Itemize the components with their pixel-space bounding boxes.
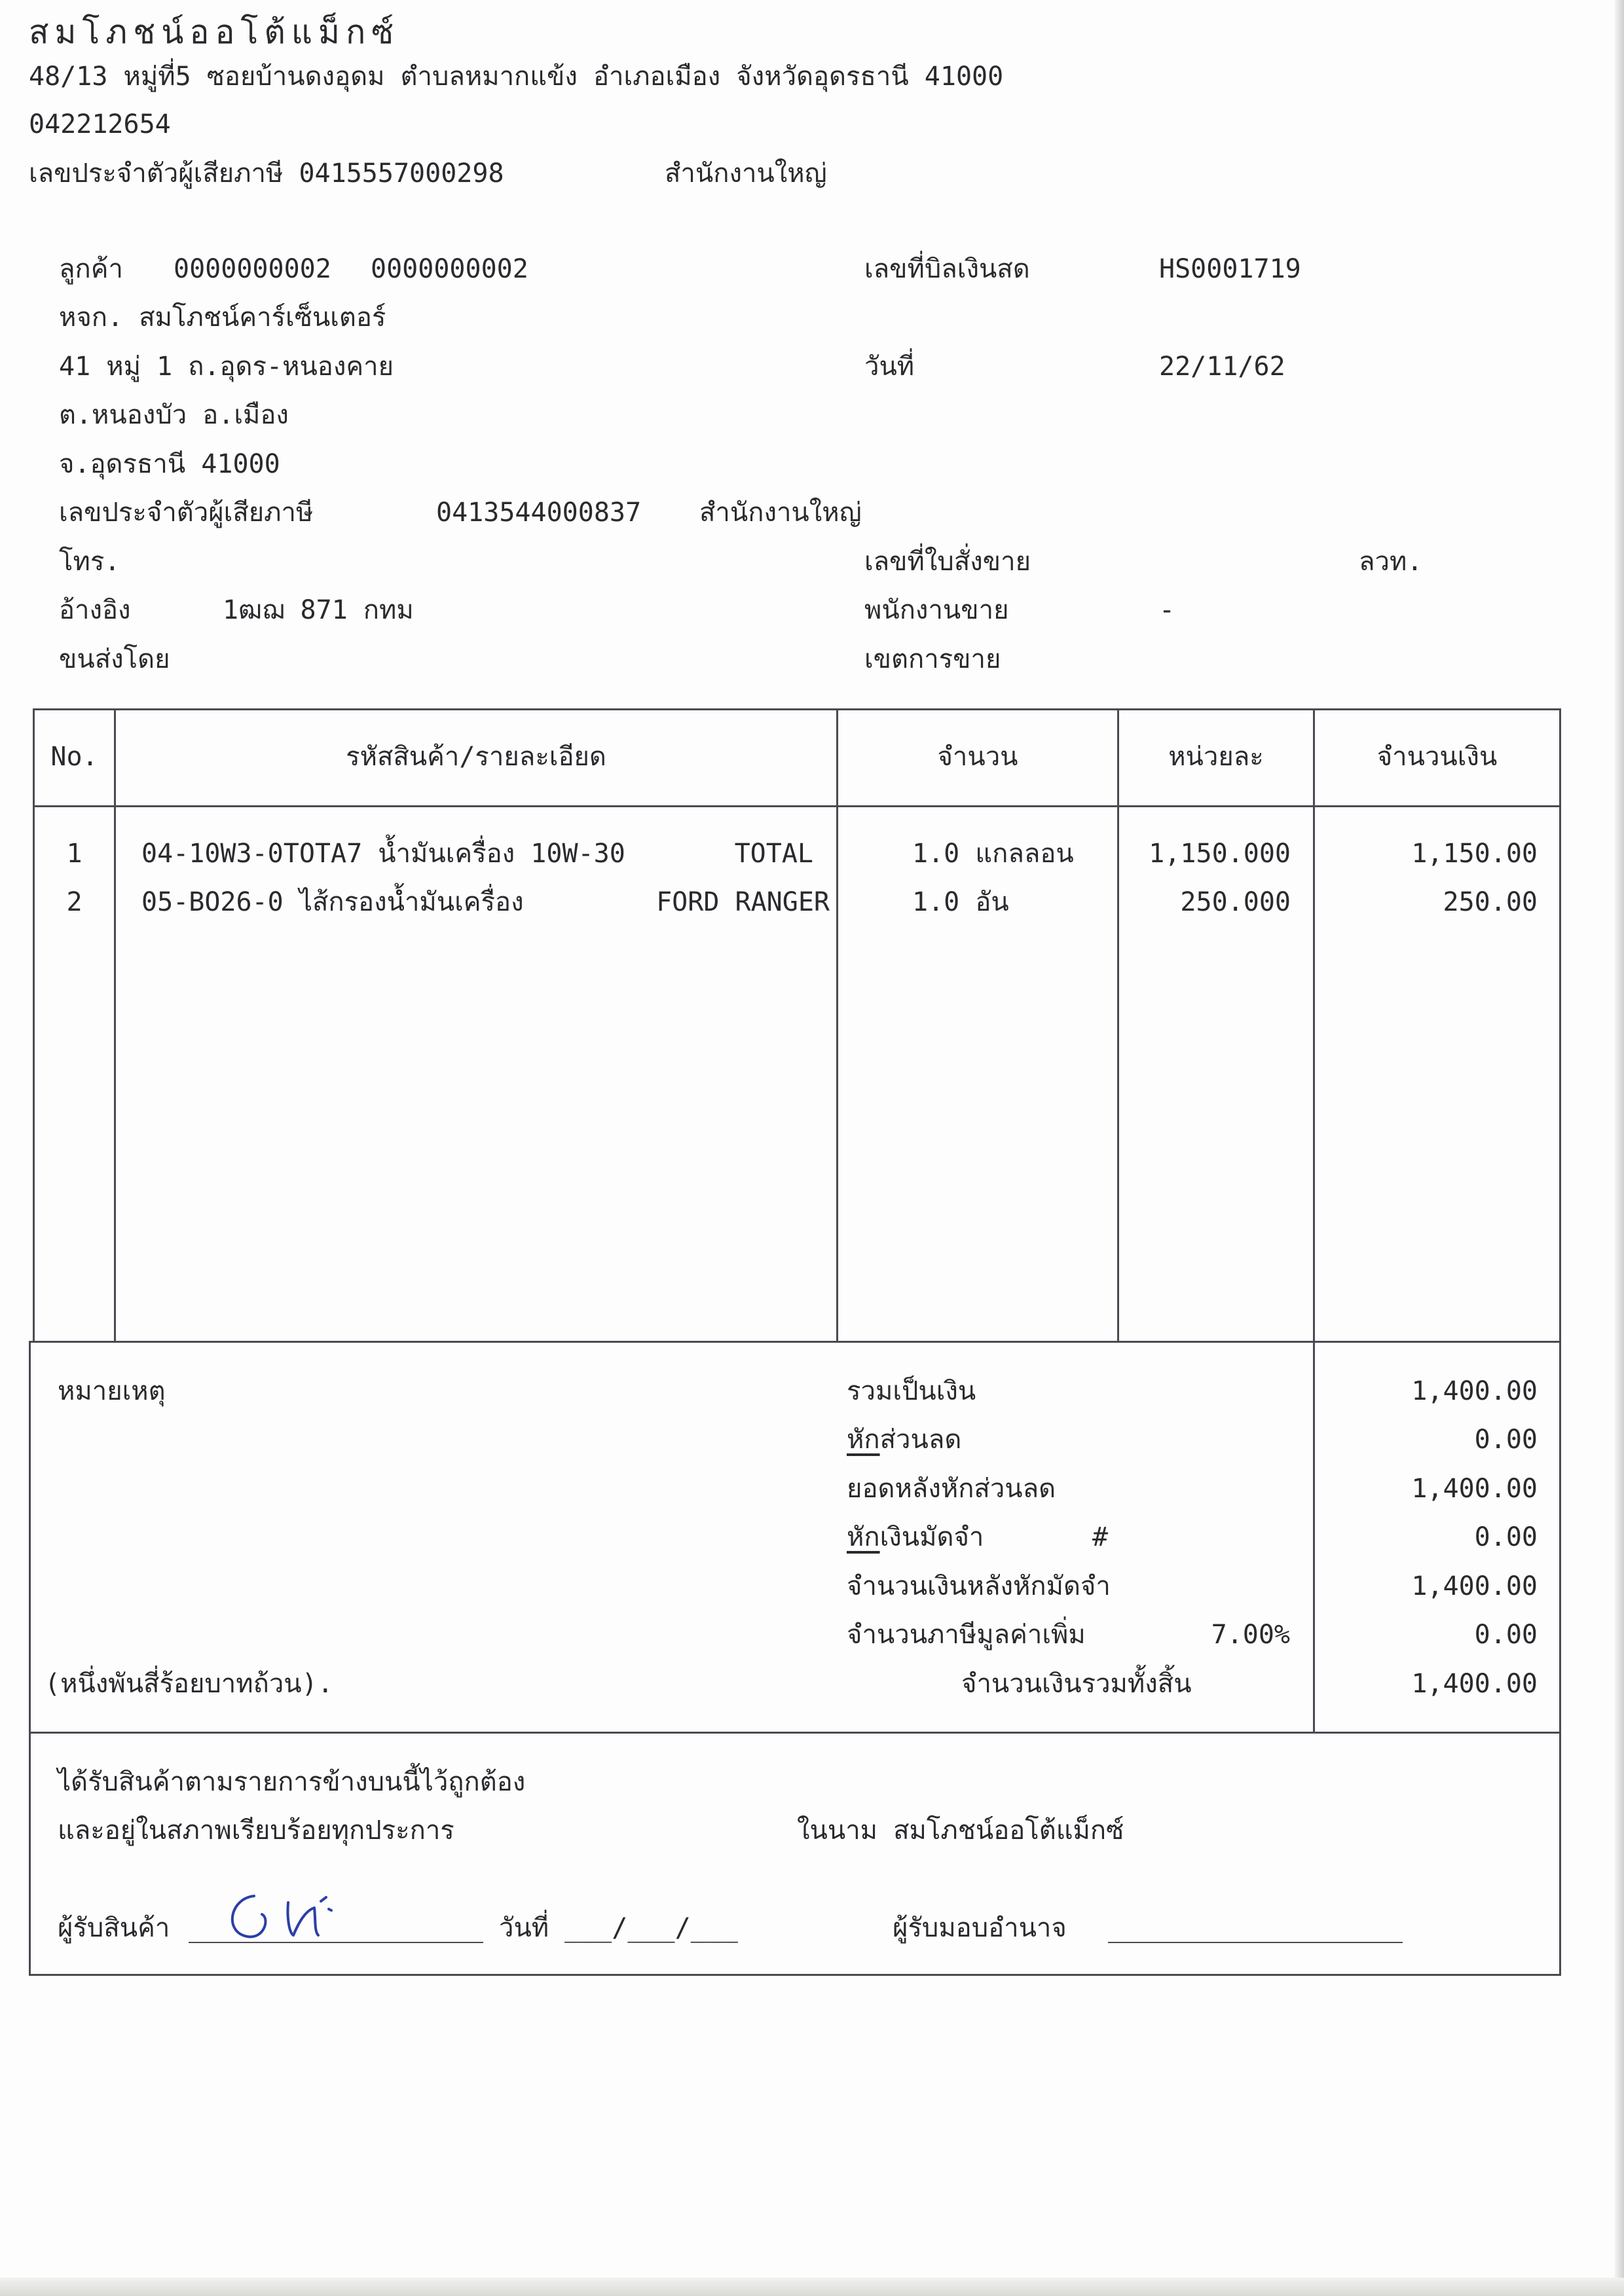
header-quantity: จำนวน <box>937 742 1018 772</box>
grand-total-label: จำนวนเงินรวมทั้งสิ้น <box>961 1669 1192 1699</box>
company-address: 48/13 หมู่ที่5 ซอยบ้านดงอุดม ตำบลหมากแข้ง อำเภอเมือง จังหวัดอุดรธานี 41000 <box>29 62 1004 92</box>
receiver-date-label: วันที่ <box>499 1913 549 1943</box>
sales-order-value: ลวท. <box>1359 547 1423 577</box>
receiver-label: ผู้รับสินค้า <box>58 1913 170 1943</box>
reference-label: อ้างอิง <box>59 595 131 625</box>
customer-name: หจก. สมโภชน์คาร์เซ็นเตอร์ <box>59 302 386 333</box>
on-behalf-of: ในนาม สมโภชน์ออโต้แม็กซ์ <box>797 1815 1124 1846</box>
row-quantity: 1.0 แกลลอน <box>912 839 1074 869</box>
row-item-brand: TOTAL <box>734 839 813 869</box>
row-number: 1 <box>66 839 83 869</box>
after-deposit-label: จำนวนเงินหลังหักมัดจำ <box>847 1571 1111 1601</box>
after-discount-label: ยอดหลังหักส่วนลด <box>847 1474 1056 1504</box>
row-amount: 250.00 <box>1443 887 1538 917</box>
receiver-signature <box>216 1872 386 1951</box>
after-discount-value: 1,400.00 <box>1411 1474 1538 1504</box>
row-amount: 1,150.00 <box>1411 839 1538 869</box>
customer-tax-id: 0413544000837 <box>436 498 642 528</box>
sales-order-label: เลขที่ใบสั่งขาย <box>864 547 1031 577</box>
discount-value: 0.00 <box>1474 1425 1538 1455</box>
row-item-brand: FORD RANGER <box>656 887 830 917</box>
scan-bottom-shadow <box>0 2278 1624 2296</box>
subtotal-label: รวมเป็นเงิน <box>847 1376 976 1406</box>
company-branch: สำนักงานใหญ่ <box>665 158 827 189</box>
customer-tax-branch: สำนักงานใหญ่ <box>699 498 862 528</box>
header-no: No. <box>50 742 98 772</box>
vat-label: จำนวนภาษีมูลค่าเพิ่ม <box>847 1620 1086 1650</box>
scan-edge-shadow <box>1615 0 1624 2296</box>
vat-value: 0.00 <box>1474 1620 1538 1650</box>
row-quantity: 1.0 อัน <box>912 887 1009 917</box>
company-name: สมโภชน์ออโต้แม็กซ์ <box>29 13 400 51</box>
vat-rate: 7.00% <box>1211 1620 1290 1650</box>
customer-address-2: ต.หนองบัว อ.เมือง <box>59 400 289 430</box>
sales-area-label: เขตการขาย <box>864 644 1001 674</box>
deposit-value: 0.00 <box>1474 1522 1538 1552</box>
shipping-label: ขนส่งโดย <box>59 644 170 674</box>
reference-value: 1ฒฌ 871 กทม <box>223 595 414 625</box>
customer-label: ลูกค้า <box>59 254 123 284</box>
header-description: รหัสสินค้า/รายละเอียด <box>346 742 606 772</box>
salesperson-label: พนักงานขาย <box>864 595 1009 625</box>
customer-address-3: จ.อุดรธานี 41000 <box>59 449 280 479</box>
grand-total-value: 1,400.00 <box>1411 1669 1538 1699</box>
amount-in-words: (หนึ่งพันสี่ร้อยบาทถ้วน). <box>45 1669 333 1699</box>
remark-label: หมายเหตุ <box>58 1376 166 1406</box>
row-unit-price: 1,150.000 <box>1149 839 1291 869</box>
deposit-label <box>847 1521 984 1554</box>
deposit-hash: # <box>1092 1522 1109 1552</box>
receipt-confirmation-1: ได้รับสินค้าตามรายการข้างบนนี้ไว้ถูกต้อง <box>58 1767 526 1797</box>
customer-code-1: 0000000002 <box>174 254 331 284</box>
receiver-date-blank: ___/___/___ <box>564 1913 738 1943</box>
after-deposit-value: 1,400.00 <box>1411 1571 1538 1601</box>
salesperson-value: - <box>1159 595 1175 625</box>
customer-code-2: 0000000002 <box>371 254 528 284</box>
invoice-number-label: เลขที่บิลเงินสด <box>864 254 1030 284</box>
authorized-label: ผู้รับมอบอำนาจ <box>893 1913 1067 1943</box>
invoice-date-label: วันที่ <box>864 352 915 382</box>
customer-address-1: 41 หมู่ 1 ถ.อุดร-หนองคาย <box>59 352 394 382</box>
company-phone: 042212654 <box>29 109 171 139</box>
deposit-text: เงินมัดจำ <box>879 1522 984 1552</box>
header-amount: จำนวนเงิน <box>1376 742 1498 772</box>
row-number: 2 <box>66 887 83 917</box>
row-unit-price: 250.000 <box>1180 887 1291 917</box>
discount-prefix: หัก <box>847 1425 880 1455</box>
header-unit-price: หน่วยละ <box>1168 742 1264 772</box>
subtotal-value: 1,400.00 <box>1411 1376 1538 1406</box>
company-tax-id: เลขประจำตัวผู้เสียภาษี 0415557000298 <box>29 158 504 189</box>
row-item-code: 05-BO26-0 ไส้กรองน้ำมันเครื่อง <box>141 887 524 917</box>
customer-tax-label: เลขประจำตัวผู้เสียภาษี <box>59 498 314 528</box>
customer-phone-label: โทร. <box>59 547 120 577</box>
discount-label <box>847 1423 961 1456</box>
discount-text: ส่วนลด <box>879 1425 962 1455</box>
receipt-confirmation-2: และอยู่ในสภาพเรียบร้อยทุกประการ <box>58 1815 454 1846</box>
row-item-code: 04-10W3-0TOTA7 น้ำมันเครื่อง 10W-30 <box>141 839 625 869</box>
invoice-date: 22/11/62 <box>1159 352 1285 382</box>
deposit-prefix: หัก <box>847 1522 880 1552</box>
invoice-number: HS0001719 <box>1159 254 1301 284</box>
